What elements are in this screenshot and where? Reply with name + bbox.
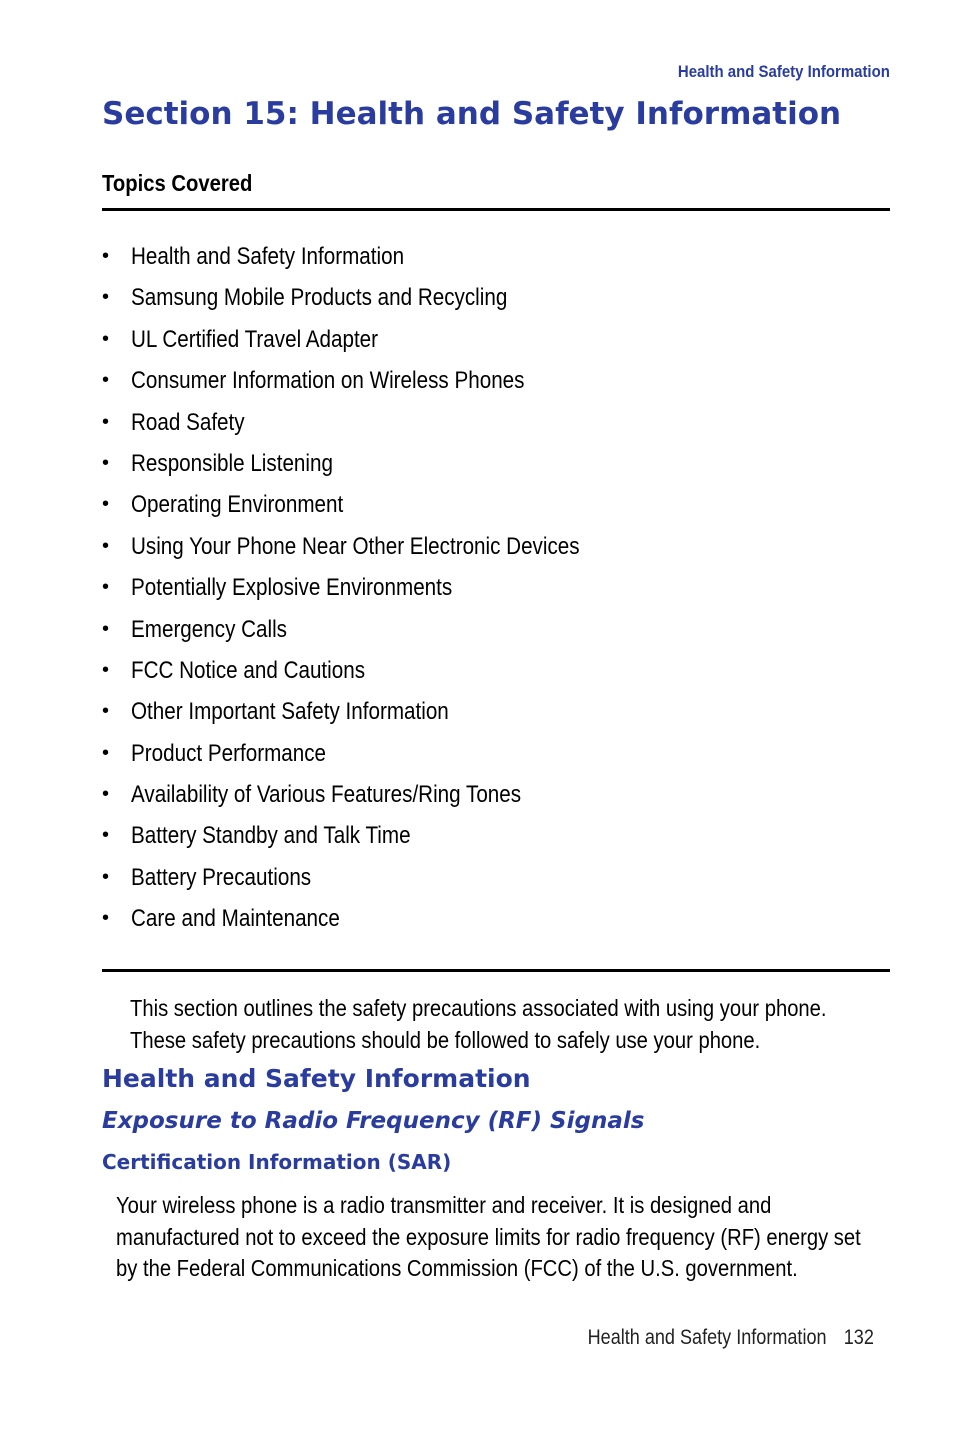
bullet: • (102, 410, 110, 433)
bullet: • (102, 493, 110, 516)
topic-text: FCC Notice and Cautions (131, 656, 366, 684)
topic-text: Care and Maintenance (131, 905, 340, 933)
topics-heading: Topics Covered (102, 170, 253, 196)
bullet: • (102, 700, 110, 723)
bullet: • (102, 783, 110, 806)
topic-text: UL Certified Travel Adapter (131, 325, 379, 353)
topic-text: Potentially Explosive Environments (131, 574, 453, 602)
topic-text: Other Important Safety Information (131, 698, 449, 726)
running-header: Health and Safety Information (678, 62, 890, 81)
bullet: • (102, 534, 110, 557)
topic-text: Battery Standby and Talk Time (131, 822, 411, 850)
divider-top (102, 208, 890, 211)
topic-text: Product Performance (131, 739, 327, 767)
topic-text: Responsible Listening (131, 449, 333, 477)
bullet: • (102, 245, 110, 267)
bullet: • (102, 907, 110, 930)
topic-text: Operating Environment (131, 491, 344, 519)
topic-text: Road Safety (131, 408, 245, 436)
topic-text: Battery Precautions (131, 863, 312, 891)
bullet: • (102, 865, 110, 888)
bullet: • (102, 741, 110, 764)
intro-paragraph: This section outlines the safety precautions associated with using your phone. These safety precautions should be followed to safely use your phone. (130, 995, 827, 1053)
bullet: • (102, 576, 110, 599)
topic-text: Using Your Phone Near Other Electronic Devices (131, 532, 580, 560)
divider-bottom (102, 969, 890, 972)
bullet: • (102, 286, 110, 309)
heading-rf-exposure: Exposure to Radio Frequency (RF) Signals (102, 1108, 645, 1134)
bullet: • (102, 369, 110, 392)
page-footer (588, 1326, 874, 1350)
bullet: • (102, 617, 110, 640)
page-number: 132 (843, 1326, 874, 1349)
heading-health-safety: Health and Safety Information (102, 1064, 531, 1093)
topic-text: Consumer Information on Wireless Phones (131, 367, 525, 395)
bullet: • (102, 824, 110, 847)
topic-text: Emergency Calls (131, 615, 288, 643)
topic-text: Health and Safety Information (131, 243, 405, 270)
topic-text: Samsung Mobile Products and Recycling (131, 284, 508, 312)
section-title: Section 15: Health and Safety Information (102, 96, 842, 132)
bullet: • (102, 327, 110, 350)
topic-text: Availability of Various Features/Ring Tones (131, 781, 522, 809)
body-paragraph: Your wireless phone is a radio transmitter and receiver. It is designed and manufactured not to exceed the exposure limits for radio frequency (RF) energy set by the Federal Communications Commission (FCC) of the U.S. government. (116, 1192, 861, 1281)
bullet: • (102, 658, 110, 681)
heading-certification-sar: Certification Information (SAR) (102, 1150, 452, 1174)
footer-label: Health and Safety Information (587, 1326, 827, 1349)
bullet: • (102, 451, 110, 474)
